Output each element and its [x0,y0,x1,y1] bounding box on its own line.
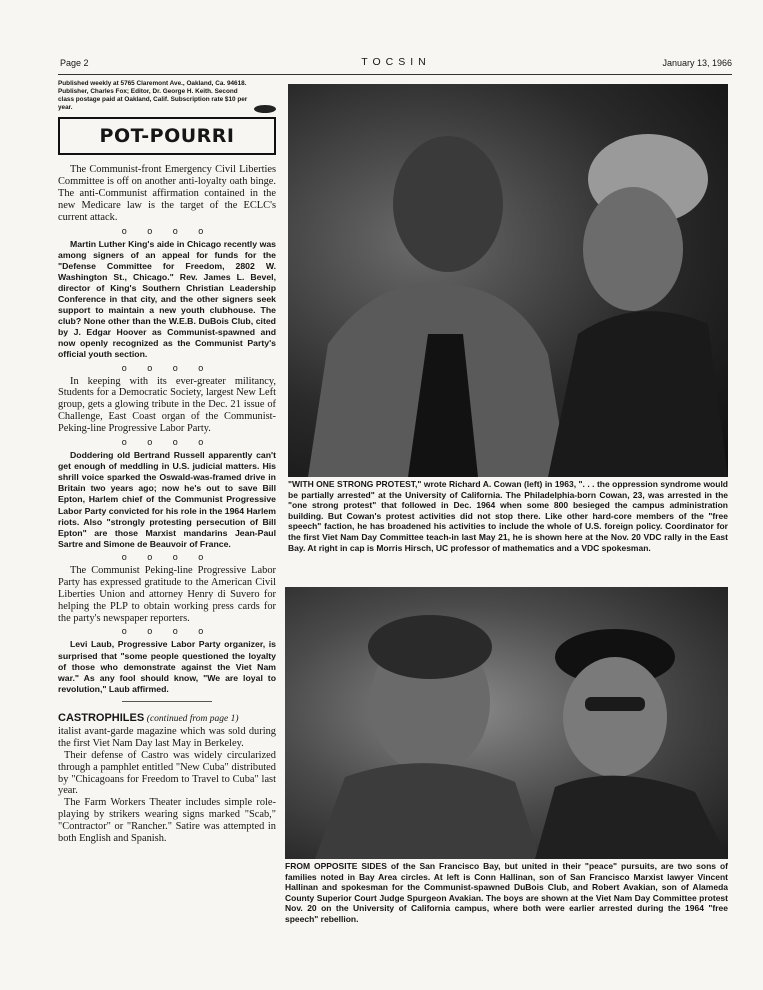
continued-heading [58,712,276,725]
article-item: Levi Laub, Progressive Labor Party organizer, is surprised that "some people questioned the loyalty of those who demonstrate against the Viet Nam war." As any fool should know, "We are loyal to revolution," Laub affirmed. [58,639,276,694]
section-divider [122,701,212,702]
page-number: Page 2 [60,58,89,68]
article-item: The Communist-front Emergency Civil Liberties Committee is off on another anti-loyalty oath binge. The anti-Communist affirmation contained in the new Medicare law is the target of the ECLC's current attack. [58,164,276,223]
photo-cowan-hirsch-figures [288,84,728,477]
photo-hallinan-avakian [285,587,728,859]
photo-caption: FROM OPPOSITE SIDES of the San Francisco Bay, but united in their "peace" pursuits, are two sons of families noted in Bay Area circles. At left is Conn Hallinan, son of San Francisco Marxist lawyer Vincent Hallinan and spokesman for the Communist-spawned DuBois Club, and Robert Avakian, son of Alameda County Superior Court Judge Spurgeon Avakian. The boys are shown at the Viet Nam Day Committee protest Nov. 20 on the University of California campus, where both were earlier arrested during the 1964 "free speech" rebellion. [285,861,728,924]
masthead [60,56,732,72]
continued-paragraph: italist avant-garde magazine which was sold during the first Viet Nam Day last May in Berkeley. [58,725,276,749]
header-rule [58,74,732,75]
photo-cowan-hirsch [288,84,728,477]
article-item: Doddering old Bertrand Russell apparently can't get enough of meddling in U.S. judicial matters. His shrill voice sparked the Oswald-was-framed drive in Britain two years ago; now he's out to save Bill Epton, Harlem chief of the Communist Progressive Labor Party convicted for his role in the 1964 Harlem riots. Also "strongly protesting persecution of Bill Epton" are those Marxist mandarins Jean-Paul Sartre and Simone de Beauvoir of France. [58,450,276,549]
separator-dots: o o o o [121,626,213,637]
issue-date: January 13, 1966 [662,58,732,68]
separator-dots: o o o o [121,225,213,236]
union-logo-icon [254,105,276,113]
continued-title: CASTROPHILES [58,711,145,724]
continued-paragraph: Their defense of Castro was widely circularized through a pamphlet entitled "New Cuba" distributed by "Chicagoans for Freedom to Travel to Cuba" last year. [58,749,276,797]
article-item: In keeping with its ever-greater militancy, Students for a Democratic Society, largest New Left group, gets a glowing tribute in the Dec. 21 issue of Challenge, East Coast organ of the Communist-Peking-line Progressive Labor Party. [58,375,276,435]
publisher-info [58,80,276,112]
left-column [58,80,276,845]
article-item: The Communist Peking-line Progressive Labor Party has expressed gratitude to the American Civil Liberties Union and attorney Henry di Suvero for helping the PLP to obtain working press cards for the party's newspaper reporters. [58,564,276,624]
separator-dots: o o o o [121,437,213,448]
continued-note: (continued from page 1) [146,713,239,724]
continued-paragraph: The Farm Workers Theater includes simple role-playing by strikers wearing signs marked "Scab," "Contractor" or "Rancher." Satire was attempted in both English and Spanish. [58,797,276,845]
photo-hallinan-avakian-figures [285,587,728,859]
article-item: Martin Luther King's aide in Chicago recently was among signers of an appeal for funds for the "Defense Committee for Freedom, 2802 W. Washington St., Chicago." Rev. James L. Bevel, director of King's Southern Christian Leadership Conference in that city, and the other signers seek support to maintain a new youth clubhouse. The club? None other than the W.E.B. DuBois Club, cited by J. Edgar Hoover as Communist-spawned and now openly recognized as the Communist Party's official youth section. [58,238,276,360]
section-title: POT-POURRI [58,117,276,155]
photo-caption: "WITH ONE STRONG PROTEST," wrote Richard A. Cowan (left) in 1963, ". . . the oppression syndrome would be partially arrested" at the University of California. The Philadelphia-born Cowan, 23, was arrested in the "one strong protest" that followed in Dec. 1964 when some 800 besieged the campus administration building. But Cowan's protest activities did not stop there. Like other hard-core members of the "free speech" faction, he has broadened his activities to include the whole of U.S. foreign policy. Coordinator for the first Viet Nam Day Committee teach-in last May 21, he is shown here at the Nov. 20 VDC rally in the East Bay. At right in cap is Morris Hirsch, UC professor of mathematics and a VDC spokesman. [288,479,728,553]
separator-dots: o o o o [121,362,213,373]
separator-dots: o o o o [121,551,213,562]
newspaper-title: TOCSIN [361,56,431,68]
publisher-info-text: Published weekly at 5765 Claremont Ave., Oakland, Ca. 94618. Publisher, Charles Fox; Editor, Dr. George H. Keith. Second class postage paid at Oakland, Calif. Subscription rate $10 per year. [58,80,248,111]
